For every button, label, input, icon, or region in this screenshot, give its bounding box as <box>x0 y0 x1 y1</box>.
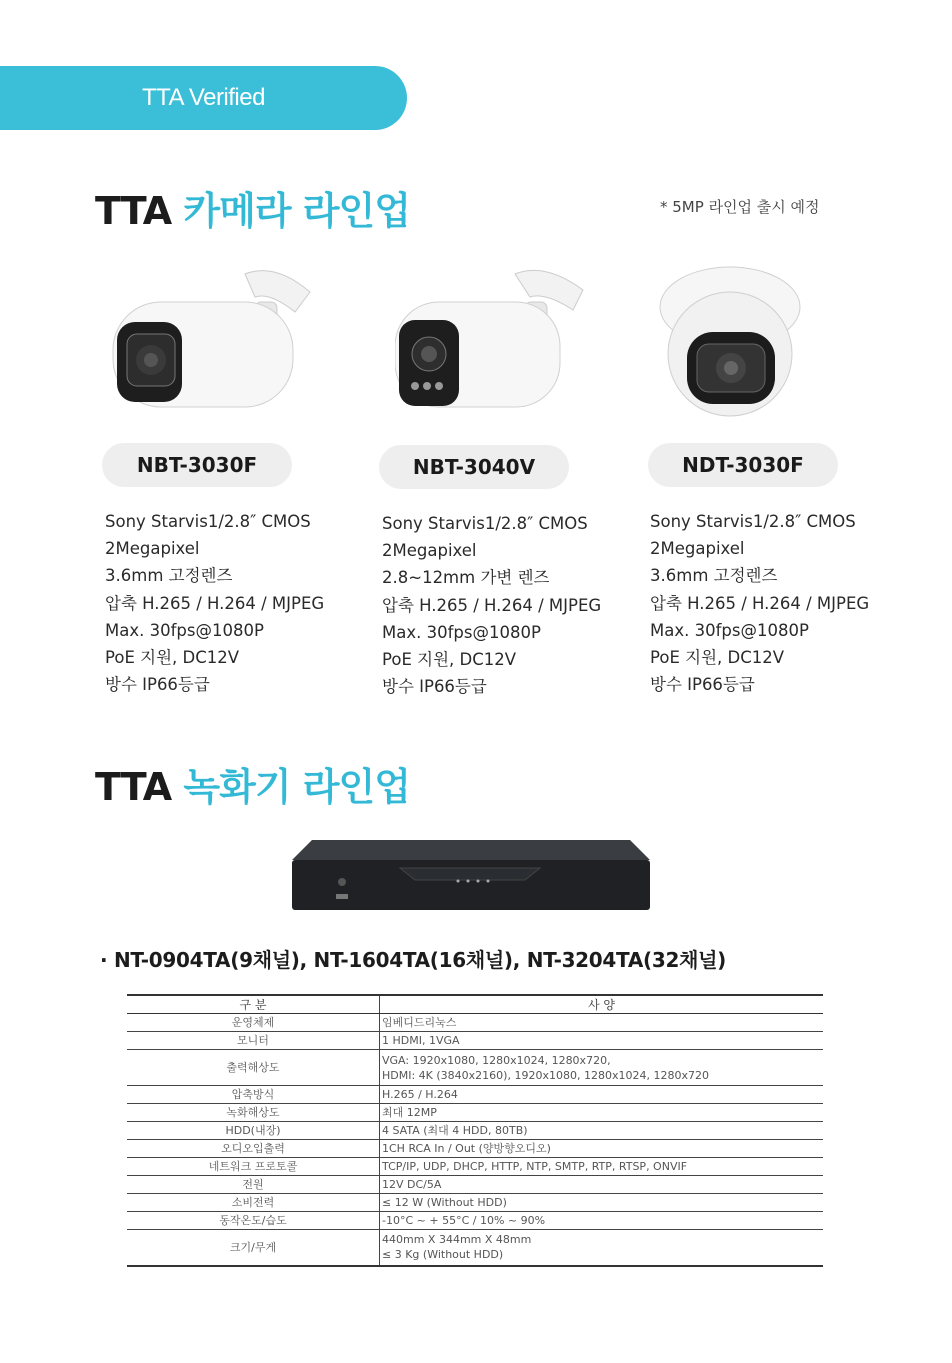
spec-value-line: -10°C ~ + 55°C / 10% ~ 90% <box>382 1214 546 1227</box>
bullet-camera-image-2 <box>395 262 590 412</box>
5mp-note: * 5MP 라인업 출시 예정 <box>660 198 820 216</box>
spec-value <box>380 1014 824 1032</box>
spec-line: 2Megapixel <box>650 539 745 559</box>
spec-line: 3.6mm 고정렌즈 <box>105 566 233 586</box>
spec-value-line: ≤ 3 Kg (Without HDD) <box>382 1248 504 1262</box>
spec-value <box>380 1176 824 1194</box>
spec-key: 크기/무게 <box>127 1230 380 1266</box>
spec-value <box>380 1212 824 1230</box>
camera-section-title <box>95 180 410 235</box>
spec-key: HDD(내장) <box>127 1122 380 1140</box>
bullet-camera-image-1 <box>105 262 320 412</box>
spec-value <box>380 1194 824 1212</box>
spec-line: 압축 H.265 / H.264 / MJPEG <box>105 593 325 613</box>
spec-line: 방수 IP66등급 <box>382 677 487 697</box>
spec-line: 압축 H.265 / H.264 / MJPEG <box>382 595 602 615</box>
spec-key: 운영체제 <box>127 1014 380 1032</box>
spec-value <box>380 1140 824 1158</box>
spec-value-line: 12V DC/5A <box>382 1178 442 1191</box>
spec-value-line: H.265 / H.264 <box>382 1088 458 1101</box>
turret-camera-image <box>655 262 805 422</box>
spec-value-line: 최대 12MP <box>382 1106 437 1119</box>
camera-specs-3 <box>650 508 869 698</box>
nvr-model-caption: · NT-0904TA(9채널), NT-1604TA(16채널), NT-3204TA(32채널) <box>100 948 726 972</box>
spec-value-line: HDMI: 4K (3840x2160), 1920x1080, 1280x1024, 1280x720 <box>382 1068 709 1082</box>
spec-line: 방수 IP66등급 <box>105 675 210 695</box>
spec-key: 전원 <box>127 1176 380 1194</box>
spec-value-line: 1CH RCA In / Out (양방향오디오) <box>382 1142 551 1155</box>
spec-line: 2Megapixel <box>105 539 200 559</box>
camera-specs-2 <box>382 510 601 700</box>
spec-line: PoE 지원, DC12V <box>105 647 240 667</box>
table-row <box>127 1104 823 1122</box>
spec-line: PoE 지원, DC12V <box>382 649 517 669</box>
table-row <box>127 1176 823 1194</box>
table-header-spec: 사 양 <box>380 995 824 1014</box>
table-row <box>127 1140 823 1158</box>
spec-line: Sony Starvis1/2.8″ CMOS <box>650 512 856 531</box>
spec-value-line: 1 HDMI, 1VGA <box>382 1034 460 1047</box>
table-row <box>127 1194 823 1212</box>
spec-key: 네트워크 프로토콜 <box>127 1158 380 1176</box>
spec-value-line: 임베디드리눅스 <box>382 1016 457 1029</box>
spec-line: Max. 30fps@1080P <box>382 622 541 642</box>
camera-specs-1 <box>105 508 324 698</box>
spec-key: 녹화해상도 <box>127 1104 380 1122</box>
camera-title-accent: 카메라 라인업 <box>183 189 410 233</box>
spec-key: 동작온도/습도 <box>127 1212 380 1230</box>
spec-value <box>380 1086 824 1104</box>
spec-value <box>380 1230 824 1266</box>
nvr-recorder-image <box>290 838 652 914</box>
spec-value-line: ≤ 12 W (Without HDD) <box>382 1196 507 1209</box>
model-badge-nbt-3040v: NBT-3040V <box>379 445 569 489</box>
spec-value-line: VGA: 1920x1080, 1280x1024, 1280x720, <box>382 1053 611 1067</box>
spec-key: 모니터 <box>127 1032 380 1050</box>
spec-line: Max. 30fps@1080P <box>105 620 264 640</box>
spec-value <box>380 1050 824 1086</box>
table-header-category: 구 분 <box>127 995 380 1014</box>
spec-key: 출력해상도 <box>127 1050 380 1086</box>
tta-verified-badge: TTA Verified <box>0 66 407 130</box>
table-row <box>127 1158 823 1176</box>
table-row <box>127 1122 823 1140</box>
model-badge-nbt-3030f: NBT-3030F <box>102 443 292 487</box>
nvr-title-accent: 녹화기 라인업 <box>183 765 410 809</box>
spec-value <box>380 1032 824 1050</box>
nvr-spec-table <box>127 994 823 1267</box>
spec-value-line: TCP/IP, UDP, DHCP, HTTP, NTP, SMTP, RTP, RTSP, ONVIF <box>382 1160 688 1173</box>
spec-key: 압축방식 <box>127 1086 380 1104</box>
nvr-section-title <box>95 756 410 811</box>
table-row <box>127 1014 823 1032</box>
spec-line: 방수 IP66등급 <box>650 675 755 695</box>
nvr-title-prefix: TTA <box>95 765 172 809</box>
table-row <box>127 1086 823 1104</box>
table-row <box>127 1212 823 1230</box>
spec-line: 압축 H.265 / H.264 / MJPEG <box>650 593 870 613</box>
spec-line: 2.8~12mm 가변 렌즈 <box>382 568 550 588</box>
spec-line: Max. 30fps@1080P <box>650 620 809 640</box>
spec-key: 오디오입출력 <box>127 1140 380 1158</box>
spec-line: PoE 지원, DC12V <box>650 647 785 667</box>
spec-line: 3.6mm 고정렌즈 <box>650 566 778 586</box>
table-row <box>127 1032 823 1050</box>
camera-title-prefix: TTA <box>95 189 172 233</box>
spec-value <box>380 1158 824 1176</box>
spec-line: Sony Starvis1/2.8″ CMOS <box>382 514 588 533</box>
spec-value <box>380 1122 824 1140</box>
spec-line: 2Megapixel <box>382 541 477 561</box>
model-badge-ndt-3030f: NDT-3030F <box>648 443 838 487</box>
spec-value-line: 440mm X 344mm X 48mm <box>382 1233 532 1247</box>
spec-key: 소비전력 <box>127 1194 380 1212</box>
spec-value <box>380 1104 824 1122</box>
table-row <box>127 1050 823 1086</box>
spec-value-line: 4 SATA (최대 4 HDD, 80TB) <box>382 1124 528 1137</box>
spec-line: Sony Starvis1/2.8″ CMOS <box>105 512 311 531</box>
table-row <box>127 1230 823 1266</box>
